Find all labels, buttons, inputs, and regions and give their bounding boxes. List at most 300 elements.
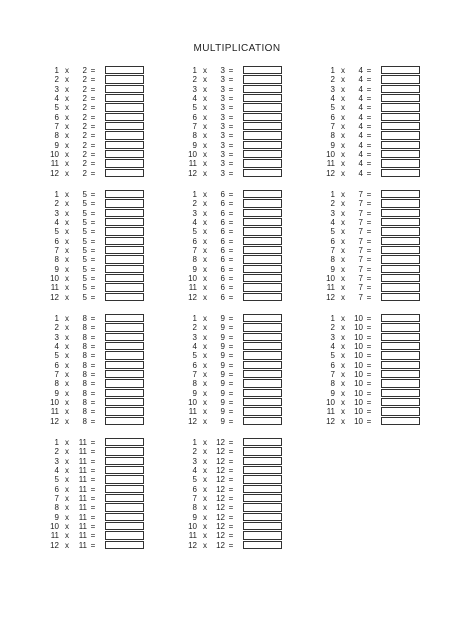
equation-row	[185, 227, 330, 236]
equals-sign: =	[228, 283, 234, 293]
answer-box[interactable]	[381, 255, 420, 263]
answer-box[interactable]	[243, 513, 282, 521]
table-factor: 10	[354, 370, 363, 380]
answer-box[interactable]	[243, 159, 282, 167]
times-sign: x	[65, 323, 69, 333]
answer-box[interactable]	[381, 333, 420, 341]
answer-box[interactable]	[105, 485, 144, 493]
multiplier: 2	[330, 323, 335, 333]
times-sign: x	[203, 236, 207, 246]
times-sign: x	[203, 283, 207, 293]
times-sign: x	[65, 342, 69, 352]
answer-box[interactable]	[105, 466, 144, 474]
answer-box[interactable]	[243, 417, 282, 425]
answer-box[interactable]	[243, 466, 282, 474]
table-factor: 6	[220, 255, 225, 265]
multiplier: 5	[54, 103, 59, 113]
table-factor: 5	[82, 255, 87, 265]
answer-box[interactable]	[105, 438, 144, 446]
answer-box[interactable]	[381, 314, 420, 322]
answer-box[interactable]	[381, 274, 420, 282]
answer-box[interactable]	[243, 131, 282, 139]
times-sign: x	[203, 466, 207, 476]
table-factor: 3	[220, 103, 225, 113]
answer-box[interactable]	[105, 255, 144, 263]
answer-box[interactable]	[381, 398, 420, 406]
multiplier: 9	[192, 388, 197, 398]
answer-box[interactable]	[243, 75, 282, 83]
table-factor: 8	[82, 379, 87, 389]
table-factor: 7	[358, 274, 363, 284]
times-sign: x	[65, 379, 69, 389]
equation-row	[185, 274, 330, 283]
answer-box[interactable]	[243, 169, 282, 177]
equals-sign: =	[366, 131, 372, 141]
table-factor: 10	[354, 314, 363, 323]
multiplier: 12	[188, 168, 197, 178]
answer-box[interactable]	[243, 255, 282, 263]
answer-box[interactable]	[243, 398, 282, 406]
times-sign: x	[65, 131, 69, 141]
answer-box[interactable]	[243, 227, 282, 235]
answer-box[interactable]	[243, 370, 282, 378]
times-sign: x	[341, 407, 345, 417]
table-factor: 3	[220, 150, 225, 160]
answer-box[interactable]	[243, 389, 282, 397]
times-sign: x	[341, 398, 345, 408]
answer-box[interactable]	[105, 475, 144, 483]
answer-box[interactable]	[105, 274, 144, 282]
answer-box[interactable]	[381, 190, 420, 198]
times-sign: x	[65, 292, 69, 302]
answer-box[interactable]	[105, 199, 144, 207]
multiplier: 4	[54, 466, 59, 476]
times-sign: x	[203, 292, 207, 302]
equation-row	[185, 246, 330, 255]
answer-box[interactable]	[105, 407, 144, 415]
answer-box[interactable]	[381, 237, 420, 245]
table-factor: 11	[78, 512, 87, 522]
answer-box[interactable]	[243, 541, 282, 549]
answer-box[interactable]	[243, 314, 282, 322]
times-sign: x	[203, 314, 207, 323]
answer-box[interactable]	[105, 246, 144, 254]
equation-row	[185, 503, 330, 512]
answer-box[interactable]	[105, 447, 144, 455]
times-sign: x	[65, 75, 69, 85]
answer-box[interactable]	[243, 438, 282, 446]
equation-row	[323, 293, 468, 302]
answer-box[interactable]	[243, 209, 282, 217]
answer-box[interactable]	[105, 293, 144, 301]
multiplier: 12	[50, 540, 59, 550]
times-sign: x	[341, 351, 345, 361]
multiplier: 1	[54, 190, 59, 199]
answer-box[interactable]	[105, 75, 144, 83]
times-sign: x	[203, 140, 207, 150]
equals-sign: =	[228, 246, 234, 256]
answer-box[interactable]	[243, 333, 282, 341]
answer-box[interactable]	[105, 417, 144, 425]
answer-box[interactable]	[381, 169, 420, 177]
equation-row	[323, 361, 468, 370]
equals-sign: =	[90, 438, 96, 447]
equation-row	[47, 199, 192, 208]
answer-box[interactable]	[243, 379, 282, 387]
times-sign: x	[341, 274, 345, 284]
answer-box[interactable]	[105, 209, 144, 217]
answer-box[interactable]	[381, 407, 420, 415]
multiplier: 10	[188, 522, 197, 532]
answer-box[interactable]	[381, 342, 420, 350]
answer-box[interactable]	[105, 333, 144, 341]
answer-box[interactable]	[243, 122, 282, 130]
answer-box[interactable]	[243, 66, 282, 74]
multiplier: 10	[326, 274, 335, 284]
answer-box[interactable]	[105, 131, 144, 139]
equals-sign: =	[90, 150, 96, 160]
answer-box[interactable]	[243, 494, 282, 502]
times-sign: x	[341, 122, 345, 132]
table-factor: 4	[358, 103, 363, 113]
table-factor: 6	[220, 227, 225, 237]
multiplier: 6	[192, 484, 197, 494]
answer-box[interactable]	[381, 283, 420, 291]
equals-sign: =	[90, 199, 96, 209]
multiplier: 11	[188, 407, 197, 417]
answer-box[interactable]	[243, 103, 282, 111]
equals-sign: =	[90, 398, 96, 408]
answer-box[interactable]	[105, 66, 144, 74]
times-sign: x	[203, 150, 207, 160]
times-sign: x	[341, 314, 345, 323]
answer-box[interactable]	[105, 159, 144, 167]
answer-box[interactable]	[381, 103, 420, 111]
equation-row	[185, 283, 330, 292]
multiplier: 11	[326, 159, 335, 169]
equals-sign: =	[228, 407, 234, 417]
answer-box[interactable]	[105, 522, 144, 530]
answer-box[interactable]	[243, 361, 282, 369]
answer-box[interactable]	[381, 417, 420, 425]
equation-row	[47, 485, 192, 494]
table-factor: 8	[82, 323, 87, 333]
answer-box[interactable]	[243, 342, 282, 350]
equals-sign: =	[366, 342, 372, 352]
table-factor: 5	[82, 246, 87, 256]
answer-box[interactable]	[105, 541, 144, 549]
answer-box[interactable]	[105, 494, 144, 502]
answer-box[interactable]	[105, 379, 144, 387]
multiplier: 12	[326, 292, 335, 302]
answer-box[interactable]	[105, 351, 144, 359]
answer-box[interactable]	[381, 159, 420, 167]
answer-box[interactable]	[243, 237, 282, 245]
answer-box[interactable]	[105, 323, 144, 331]
answer-box[interactable]	[105, 103, 144, 111]
multiplier: 7	[192, 246, 197, 256]
table-factor: 3	[220, 84, 225, 94]
times-sign: x	[203, 494, 207, 504]
answer-box[interactable]	[381, 94, 420, 102]
answer-box[interactable]	[105, 457, 144, 465]
equals-sign: =	[366, 274, 372, 284]
equals-sign: =	[228, 475, 234, 485]
equation-row	[323, 283, 468, 292]
answer-box[interactable]	[243, 457, 282, 465]
times-sign: x	[65, 407, 69, 417]
equation-row	[323, 103, 468, 112]
times-sign: x	[65, 351, 69, 361]
answer-box[interactable]	[381, 113, 420, 121]
table-factor: 7	[358, 208, 363, 218]
multiplier: 3	[330, 332, 335, 342]
table-factor: 10	[354, 323, 363, 333]
multiplier: 2	[54, 447, 59, 457]
equation-row	[47, 475, 192, 484]
equation-row	[323, 389, 468, 398]
answer-box[interactable]	[243, 150, 282, 158]
multiplier: 5	[192, 227, 197, 237]
answer-box[interactable]	[243, 351, 282, 359]
answer-box[interactable]	[243, 531, 282, 539]
equation-row	[323, 417, 468, 426]
answer-box[interactable]	[381, 141, 420, 149]
equals-sign: =	[90, 227, 96, 237]
equals-sign: =	[366, 103, 372, 113]
equation-row	[323, 199, 468, 208]
equals-sign: =	[228, 332, 234, 342]
equals-sign: =	[366, 314, 372, 323]
answer-box[interactable]	[381, 370, 420, 378]
answer-box[interactable]	[381, 66, 420, 74]
answer-box[interactable]	[105, 94, 144, 102]
times-sign: x	[65, 140, 69, 150]
equals-sign: =	[228, 323, 234, 333]
multiplier: 10	[50, 522, 59, 532]
multiplier: 10	[188, 274, 197, 284]
answer-box[interactable]	[243, 503, 282, 511]
answer-box[interactable]	[381, 323, 420, 331]
answer-box[interactable]	[243, 274, 282, 282]
equals-sign: =	[228, 236, 234, 246]
answer-box[interactable]	[381, 293, 420, 301]
multiplier: 11	[188, 531, 197, 541]
multiplier: 5	[54, 227, 59, 237]
answer-box[interactable]	[381, 389, 420, 397]
answer-box[interactable]	[243, 85, 282, 93]
equation-row	[185, 150, 330, 159]
equals-sign: =	[90, 264, 96, 274]
equals-sign: =	[228, 140, 234, 150]
multiplier: 12	[326, 416, 335, 426]
multiplier: 9	[54, 264, 59, 274]
multiplier: 5	[192, 103, 197, 113]
multiplier: 3	[192, 332, 197, 342]
equals-sign: =	[90, 122, 96, 132]
answer-box[interactable]	[105, 265, 144, 273]
page-title: MULTIPLICATION	[193, 43, 281, 54]
answer-box[interactable]	[243, 485, 282, 493]
times-sign: x	[203, 416, 207, 426]
equation-row	[185, 293, 330, 302]
table-factor: 3	[220, 168, 225, 178]
multiplier: 4	[54, 218, 59, 228]
answer-box[interactable]	[381, 75, 420, 83]
equals-sign: =	[366, 199, 372, 209]
times-sign: x	[203, 168, 207, 178]
answer-box[interactable]	[381, 218, 420, 226]
table-factor: 2	[82, 75, 87, 85]
answer-box[interactable]	[105, 150, 144, 158]
multiplier: 7	[54, 122, 59, 132]
times-sign: x	[65, 388, 69, 398]
multiplier: 1	[192, 66, 197, 75]
answer-box[interactable]	[381, 379, 420, 387]
times-sign: x	[203, 407, 207, 417]
times-sign: x	[203, 379, 207, 389]
table-factor: 9	[220, 351, 225, 361]
equals-sign: =	[90, 456, 96, 466]
answer-box[interactable]	[243, 190, 282, 198]
equation-row	[47, 255, 192, 264]
answer-box[interactable]	[243, 447, 282, 455]
answer-box[interactable]	[381, 131, 420, 139]
equation-row	[185, 75, 330, 84]
equation-row	[323, 342, 468, 351]
equals-sign: =	[366, 370, 372, 380]
multiplier: 3	[192, 84, 197, 94]
answer-box[interactable]	[243, 293, 282, 301]
multiplier: 11	[188, 159, 197, 169]
equals-sign: =	[228, 522, 234, 532]
times-sign: x	[203, 522, 207, 532]
equals-sign: =	[366, 360, 372, 370]
table-factor: 11	[78, 456, 87, 466]
times-table-2	[47, 66, 192, 178]
equals-sign: =	[228, 159, 234, 169]
table-factor: 8	[82, 388, 87, 398]
multiplier: 9	[192, 264, 197, 274]
answer-box[interactable]	[105, 169, 144, 177]
answer-box[interactable]	[381, 209, 420, 217]
equation-row	[47, 398, 192, 407]
equation-row	[323, 407, 468, 416]
times-table-4	[323, 66, 468, 178]
multiplier: 6	[330, 360, 335, 370]
equation-row	[185, 255, 330, 264]
answer-box[interactable]	[381, 227, 420, 235]
answer-box[interactable]	[105, 398, 144, 406]
equals-sign: =	[90, 314, 96, 323]
times-sign: x	[341, 159, 345, 169]
answer-box[interactable]	[243, 283, 282, 291]
answer-box[interactable]	[105, 389, 144, 397]
times-sign: x	[65, 503, 69, 513]
answer-box[interactable]	[243, 246, 282, 254]
equation-row	[323, 75, 468, 84]
equation-row	[185, 475, 330, 484]
equation-row	[47, 314, 192, 323]
answer-box[interactable]	[105, 361, 144, 369]
times-sign: x	[65, 103, 69, 113]
answer-box[interactable]	[105, 141, 144, 149]
answer-box[interactable]	[243, 265, 282, 273]
answer-box[interactable]	[243, 199, 282, 207]
answer-box[interactable]	[105, 513, 144, 521]
answer-box[interactable]	[381, 265, 420, 273]
answer-box[interactable]	[105, 85, 144, 93]
answer-box[interactable]	[243, 141, 282, 149]
times-sign: x	[65, 94, 69, 104]
multiplier: 8	[192, 379, 197, 389]
answer-box[interactable]	[381, 199, 420, 207]
answer-box[interactable]	[243, 218, 282, 226]
answer-box[interactable]	[105, 122, 144, 130]
answer-box[interactable]	[105, 314, 144, 322]
answer-box[interactable]	[243, 323, 282, 331]
times-sign: x	[65, 370, 69, 380]
answer-box[interactable]	[381, 246, 420, 254]
table-factor: 5	[82, 227, 87, 237]
equation-row	[185, 494, 330, 503]
times-sign: x	[341, 94, 345, 104]
equals-sign: =	[366, 255, 372, 265]
table-factor: 5	[82, 283, 87, 293]
equation-row	[47, 283, 192, 292]
equals-sign: =	[90, 208, 96, 218]
answer-box[interactable]	[381, 122, 420, 130]
answer-box[interactable]	[381, 150, 420, 158]
answer-box[interactable]	[243, 475, 282, 483]
multiplier: 5	[192, 351, 197, 361]
answer-box[interactable]	[105, 237, 144, 245]
times-sign: x	[341, 323, 345, 333]
table-factor: 8	[82, 407, 87, 417]
answer-box[interactable]	[105, 342, 144, 350]
answer-box[interactable]	[381, 85, 420, 93]
times-sign: x	[203, 531, 207, 541]
times-sign: x	[341, 227, 345, 237]
times-sign: x	[341, 84, 345, 94]
answer-box[interactable]	[105, 503, 144, 511]
answer-box[interactable]	[105, 283, 144, 291]
answer-box[interactable]	[105, 113, 144, 121]
answer-box[interactable]	[105, 190, 144, 198]
multiplier: 6	[54, 236, 59, 246]
answer-box[interactable]	[243, 113, 282, 121]
answer-box[interactable]	[381, 361, 420, 369]
times-sign: x	[341, 150, 345, 160]
answer-box[interactable]	[243, 94, 282, 102]
table-factor: 6	[220, 292, 225, 302]
times-table-8	[47, 314, 192, 426]
answer-box[interactable]	[105, 370, 144, 378]
table-factor: 2	[82, 112, 87, 122]
equals-sign: =	[90, 531, 96, 541]
answer-box[interactable]	[105, 531, 144, 539]
answer-box[interactable]	[243, 522, 282, 530]
table-factor: 4	[358, 131, 363, 141]
answer-box[interactable]	[243, 407, 282, 415]
answer-box[interactable]	[105, 227, 144, 235]
table-factor: 3	[220, 66, 225, 75]
table-factor: 7	[358, 236, 363, 246]
answer-box[interactable]	[105, 218, 144, 226]
equals-sign: =	[366, 66, 372, 75]
answer-box[interactable]	[381, 351, 420, 359]
equation-row	[47, 342, 192, 351]
